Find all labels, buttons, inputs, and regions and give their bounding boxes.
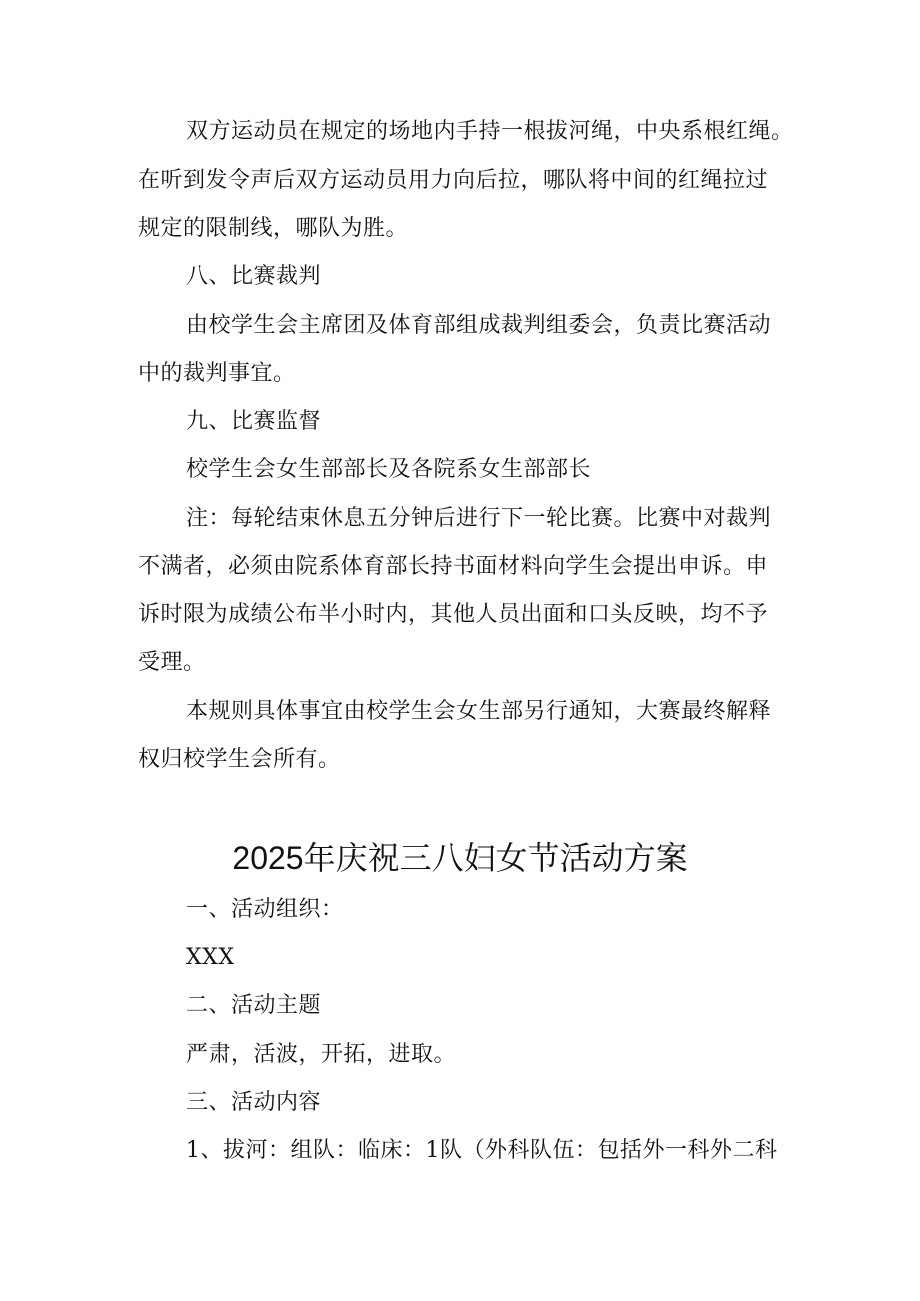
heading-supervision: 九、比赛监督 [186,409,322,434]
referee-paragraph-line-2: 中的裁判事宜。 [138,361,296,386]
rule-paragraph-line-3: 规定的限制线，哪队为胜。 [138,216,409,241]
closing-paragraph-line-2: 权归校学生会所有。 [138,747,341,772]
note-paragraph-line-3: 诉时限为成绩公布半小时内，其他人员出面和口头反映，均不予 [138,602,769,627]
rule-paragraph-line-1: 双方运动员在规定的场地内手持一根拔河绳，中央系根红绳。 [186,119,794,144]
content-item-1: 1、拔河：组队：临床：1队（外科队伍：包括外一科外二科 [186,1138,778,1163]
heading-content: 三、活动内容 [186,1090,322,1115]
theme-text: 严肃，活波，开拓，进取。 [186,1042,457,1067]
heading-organization: 一、活动组织： [186,897,344,922]
referee-paragraph-line-1: 由校学生会主席团及体育部组成裁判组委会，负责比赛活动 [186,313,772,338]
heading-theme: 二、活动主题 [186,993,322,1018]
heading-referee: 八、比赛裁判 [186,264,322,289]
document-title: 2025年庆祝三八妇女节活动方案 [232,840,688,876]
rule-paragraph-line-2: 在听到发令声后双方运动员用力向后拉，哪队将中间的红绳拉过 [138,168,769,193]
organizer-text: XXX [186,945,235,970]
note-paragraph-line-2: 不满者，必须由院系体育部长持书面材料向学生会提出申诉。申 [138,554,769,579]
note-paragraph-line-1: 注：每轮结束休息五分钟后进行下一轮比赛。比赛中对裁判 [186,506,772,531]
supervision-text: 校学生会女生部部长及各院系女生部部长 [186,457,592,482]
closing-paragraph-line-1: 本规则具体事宜由校学生会女生部另行通知，大赛最终解释 [186,699,772,724]
note-paragraph-line-4: 受理。 [138,650,206,675]
